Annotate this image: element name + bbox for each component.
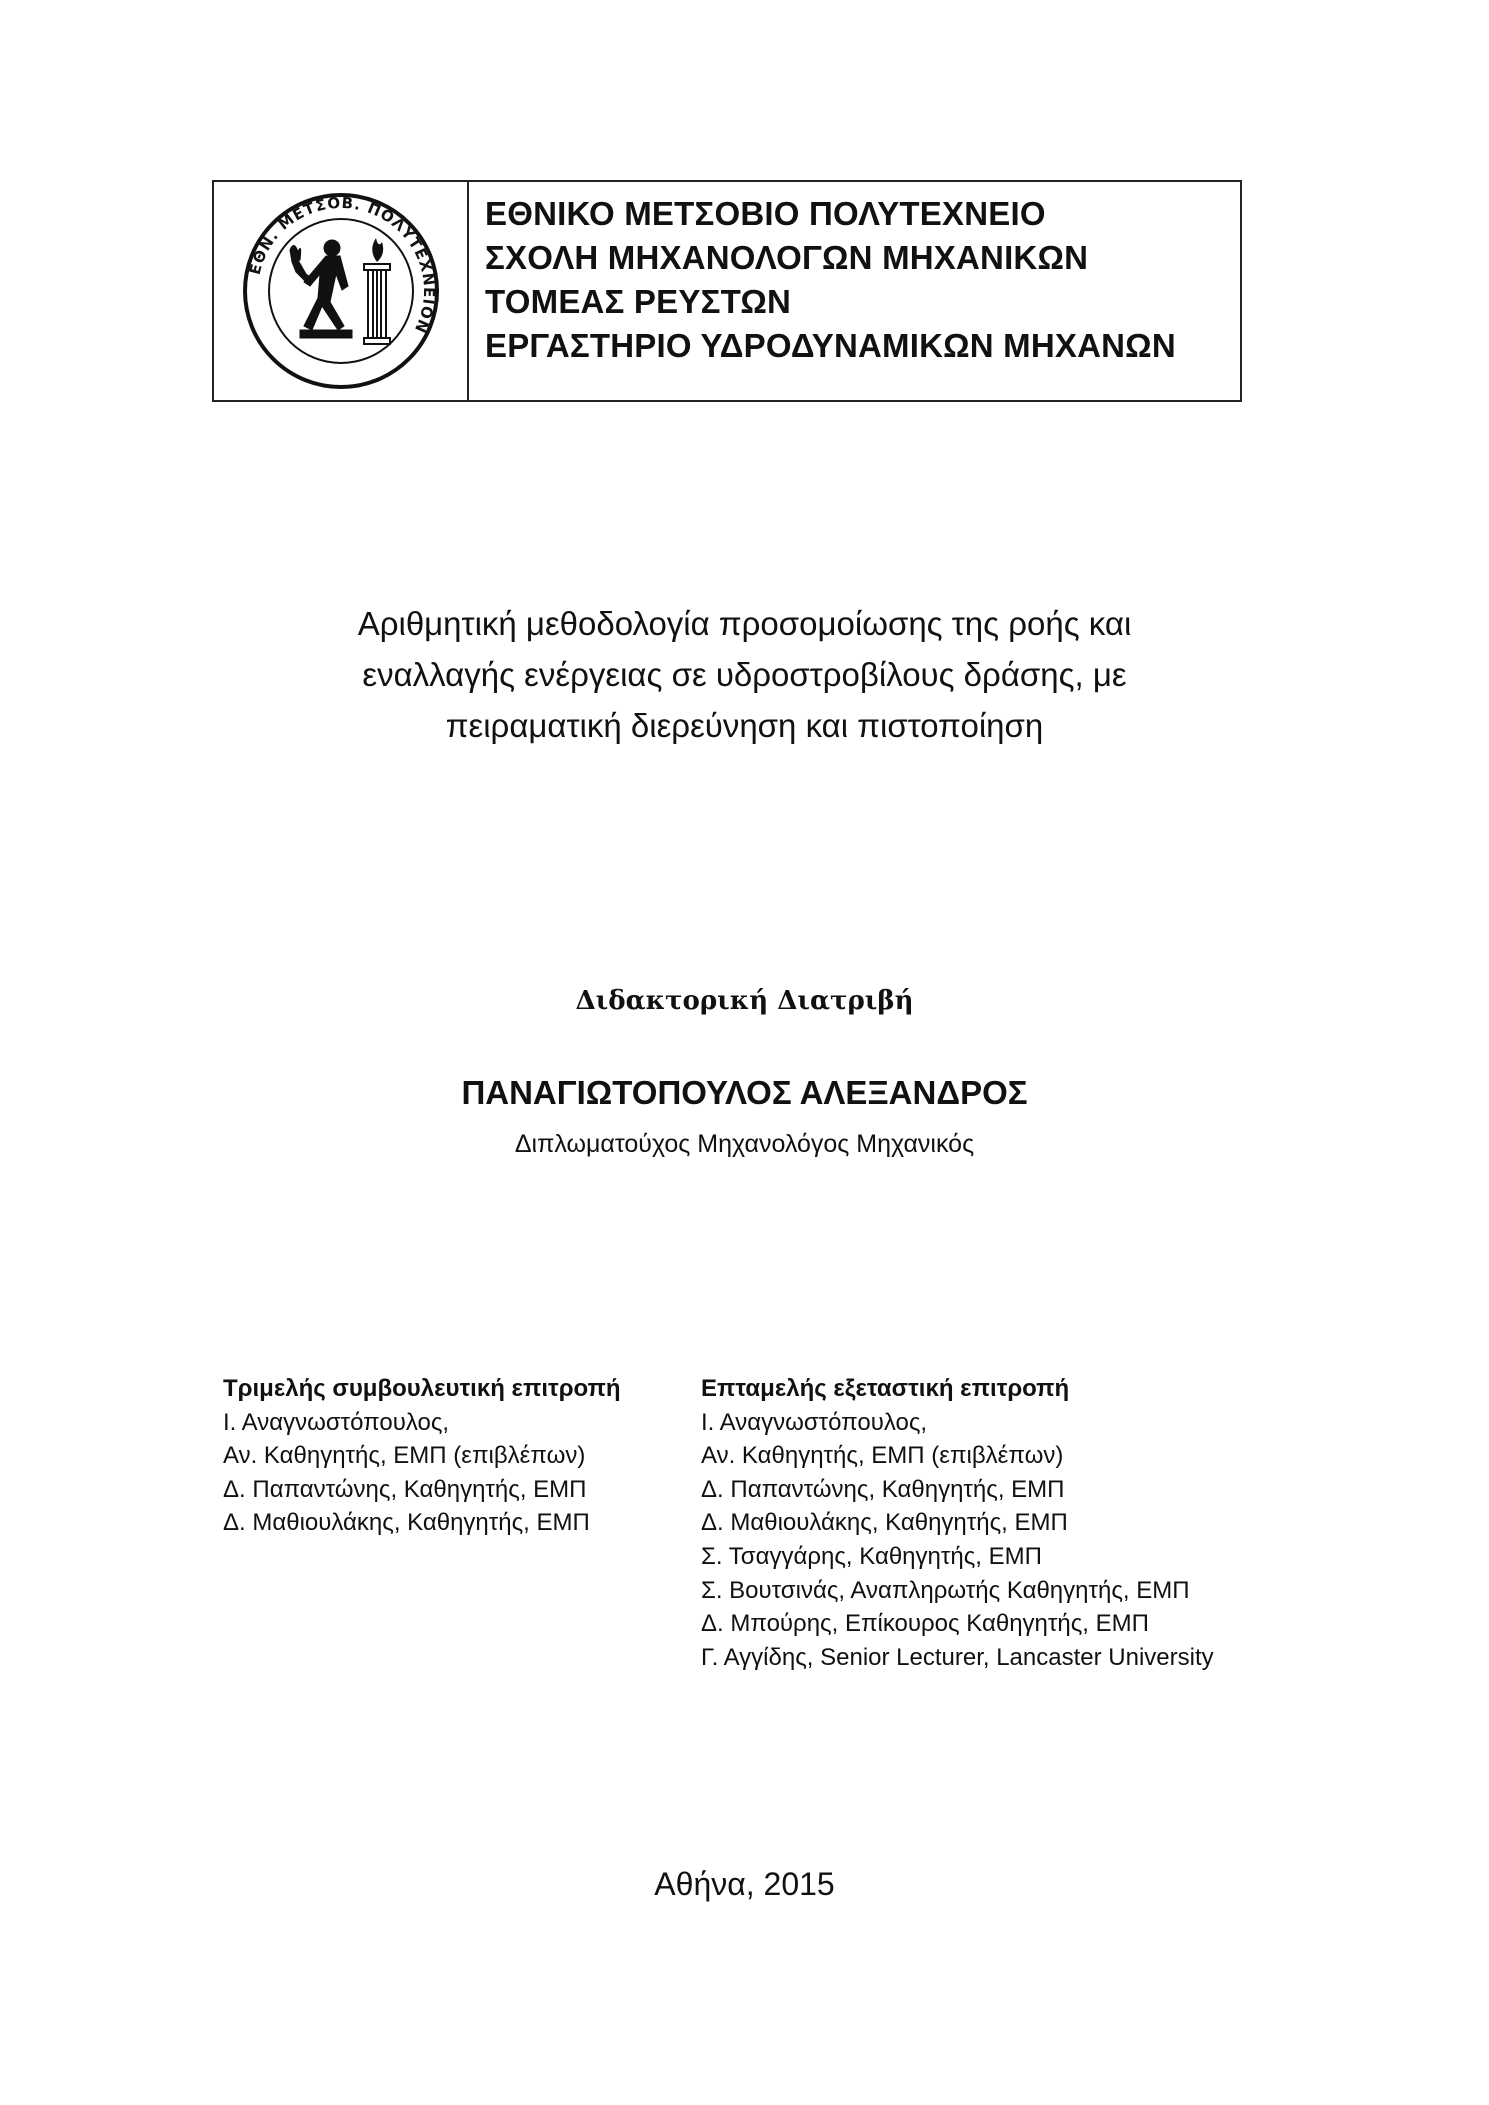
thesis-title-line: Αριθμητική μεθοδολογία προσομοίωσης της ροής και	[357, 605, 1132, 642]
committee-member: Δ. Μαθιουλάκης, Καθηγητής, ΕΜΠ	[223, 1509, 590, 1537]
thesis-title	[0, 598, 1489, 751]
place-and-year: Αθήνα, 2015	[654, 1866, 835, 1902]
author-degree: Διπλωματούχος Μηχανολόγος Μηχανικός	[514, 1130, 975, 1158]
institution-header	[212, 180, 1242, 402]
laboratory-name: ΕΡΓΑΣΤΗΡΙΟ ΥΔΡΟΔΥΝΑΜΙΚΩΝ ΜΗΧΑΝΩΝ	[485, 327, 1176, 364]
committee-member: Δ. Μπούρης, Επίκουρος Καθηγητής, ΕΜΠ	[701, 1610, 1149, 1638]
institution-names	[469, 182, 1240, 400]
school-name: ΣΧΟΛΗ ΜΗΧΑΝΟΛΟΓΩΝ ΜΗΧΑΝΙΚΩΝ	[485, 239, 1089, 276]
advisory-committee-heading: Τριμελής συμβουλευτική επιτροπή	[223, 1375, 621, 1402]
thesis-title-line: εναλλαγής ενέργειας σε υδροστροβίλους δράσης, με	[362, 656, 1127, 693]
committee-member: Δ. Παπαντώνης, Καθηγητής, ΕΜΠ	[701, 1475, 1065, 1503]
svg-text:ΕΘΝ. ΜΕΤΣΟΒ. ΠΟΛΥΤΕΧΝΕΙΟΝ: ΕΘΝ. ΜΕΤΣΟΒ. ΠΟΛΥΤΕΧΝΕΙΟΝ	[245, 193, 438, 337]
examination-committee	[701, 1372, 1214, 1674]
document-type: Διδακτορική Διατριβή	[575, 986, 914, 1016]
thesis-title-line: πειραματική διερεύνηση και πιστοποίηση	[445, 707, 1044, 744]
university-name: ΕΘΝΙΚΟ ΜΕΤΣΟΒΙΟ ΠΟΛΥΤΕΧΝΕΙΟ	[485, 195, 1046, 232]
committee-member: Ι. Αναγνωστόπουλος,	[701, 1408, 928, 1436]
logo-cell	[214, 182, 469, 400]
committee-member: Δ. Μαθιουλάκης, Καθηγητής, ΕΜΠ	[701, 1509, 1068, 1537]
advisory-committee	[223, 1372, 621, 1540]
committee-member: Αν. Καθηγητής, ΕΜΠ (επιβλέπων)	[701, 1442, 1064, 1470]
examination-committee-heading: Επταμελής εξεταστική επιτροπή	[701, 1375, 1070, 1402]
committee-member: Αν. Καθηγητής, ΕΜΠ (επιβλέπων)	[223, 1442, 586, 1470]
ntua-seal-logo	[240, 190, 442, 392]
committee-member: Σ. Τσαγγάρης, Καθηγητής, ΕΜΠ	[701, 1542, 1042, 1570]
sector-name: ΤΟΜΕΑΣ ΡΕΥΣΤΩΝ	[485, 283, 792, 320]
committee-member: Γ. Αγγίδης, Senior Lecturer, Lancaster University	[701, 1643, 1214, 1671]
committee-member: Σ. Βουτσινάς, Αναπληρωτής Καθηγητής, ΕΜΠ	[701, 1576, 1190, 1604]
author-name: ΠΑΝΑΓΙΩΤΟΠΟΥΛΟΣ ΑΛΕΞΑΝΔΡΟΣ	[461, 1074, 1028, 1111]
committee-member: Ι. Αναγνωστόπουλος,	[223, 1408, 450, 1436]
committee-member: Δ. Παπαντώνης, Καθηγητής, ΕΜΠ	[223, 1475, 587, 1503]
